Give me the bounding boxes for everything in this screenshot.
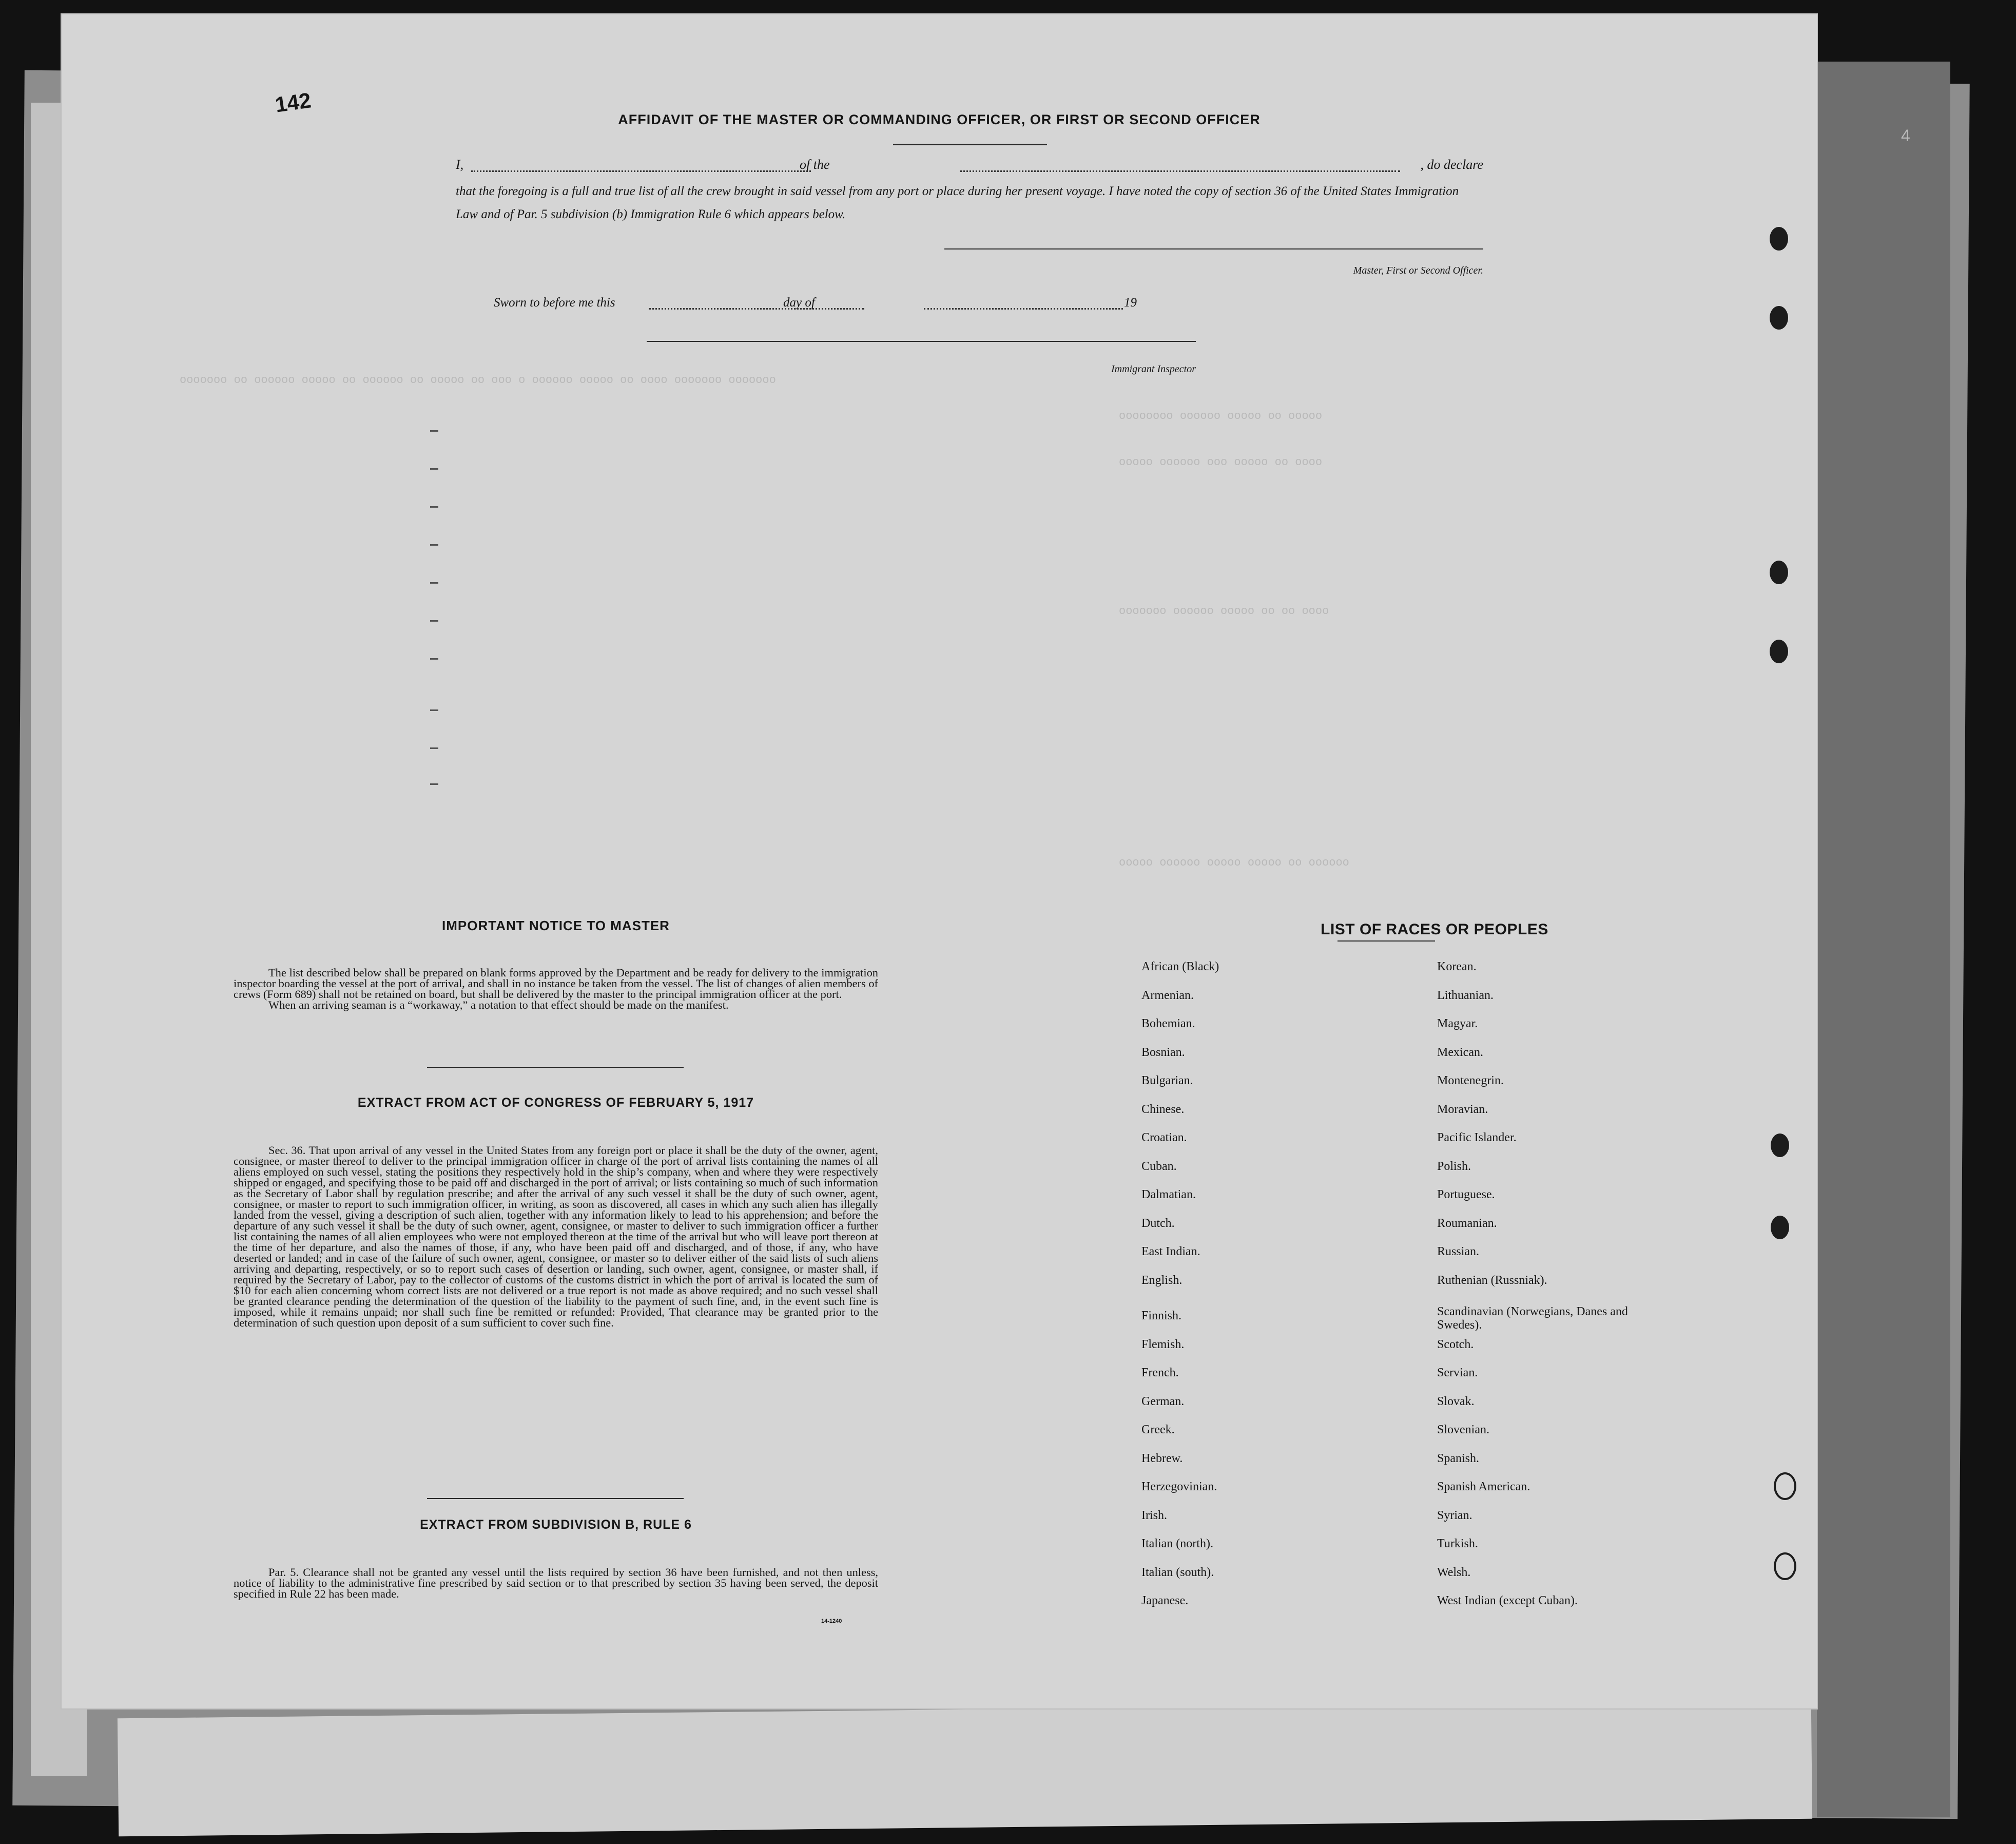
race-item: Bosnian. [1141, 1045, 1185, 1059]
race-item: Hebrew. [1141, 1451, 1183, 1465]
affidavit-declare: , do declare [1420, 157, 1483, 172]
race-item: Polish. [1437, 1159, 1471, 1173]
race-item: Servian. [1437, 1366, 1478, 1379]
binder-hole [1771, 1134, 1789, 1157]
row-dash [430, 658, 438, 660]
bleed-through: ooooo oooooo ooo ooooo oo oooo [1119, 456, 1323, 469]
race-item: Finnish. [1141, 1309, 1182, 1322]
extract-act-text [234, 1145, 878, 1328]
race-item: Japanese. [1141, 1594, 1189, 1607]
row-dash [430, 582, 438, 584]
affidavit-body: that the foregoing is a full and true list of all the crew brought in said vessel from any port or place during her present voyage. I have noted the copy of section 36 of the United States Immigration Law and of Par. 5 subdivision (b) Immigration Rule 6 which appears below. [456, 184, 1459, 221]
extract-rule-text [234, 1567, 878, 1599]
race-item: Slovenian. [1437, 1423, 1489, 1436]
race-item: Lithuanian. [1437, 988, 1494, 1002]
notice-paragraph-1: The list described below shall be prepared on blank forms approved by the Department and be ready for delivery to the immigration inspector boarding the vessel at the port of arrival, and shall in no instance be taken from the vessel. The list of changes of alien members of crews (Form 689) shall not be retained on board, but shall be delivered by the master to the principal immigration officer at the port. [234, 966, 878, 1001]
divider [427, 1498, 684, 1499]
row-dash [430, 430, 438, 432]
binder-hole [1770, 227, 1788, 251]
race-item: African (Black) [1141, 960, 1219, 973]
divider [427, 1067, 684, 1068]
back-sheet-bottom [118, 1701, 1812, 1837]
margin-number: 4 [1901, 126, 1910, 145]
race-item: Bulgarian. [1141, 1074, 1193, 1087]
race-item: Irish. [1141, 1508, 1167, 1522]
race-item: Croatian. [1141, 1131, 1187, 1144]
inspector-line [647, 341, 1196, 342]
race-item: Bohemian. [1141, 1017, 1195, 1030]
bleed-through: ooooooo oo oooooo ooooo oo oooooo oo ooooo oo ooo o oooooo ooooo oo oooo ooooooo ooooooo [180, 374, 776, 387]
race-item: East Indian. [1141, 1245, 1200, 1258]
bleed-through: oooooooo oooooo ooooo oo ooooo [1119, 410, 1323, 422]
race-item: Magyar. [1437, 1017, 1478, 1030]
page-stamp: 142 [274, 88, 313, 117]
inspector-label: Immigrant Inspector [1111, 363, 1196, 375]
divider [893, 144, 1047, 145]
divider [1337, 940, 1435, 942]
race-item: Armenian. [1141, 988, 1194, 1002]
binder-hole [1771, 1216, 1789, 1239]
row-dash [430, 783, 438, 785]
race-item: Syrian. [1437, 1508, 1472, 1522]
row-dash [430, 620, 438, 622]
race-item: Portuguese. [1437, 1188, 1495, 1201]
manifest-page [62, 14, 1910, 1708]
day-of: day of [783, 296, 815, 310]
race-item: Dutch. [1141, 1216, 1175, 1230]
race-item: Cuban. [1141, 1159, 1177, 1173]
race-item: Mexican. [1437, 1045, 1483, 1059]
race-item: French. [1141, 1366, 1179, 1379]
row-dash [430, 506, 438, 508]
race-item: Chinese. [1141, 1102, 1185, 1116]
bleed-through: ooooo oooooo ooooo ooooo oo oooooo [1119, 856, 1349, 869]
name-blank [471, 170, 811, 172]
row-dash [430, 747, 438, 749]
affidavit-title: AFFIDAVIT OF THE MASTER OR COMMANDING OFFICER, OR FIRST OR SECOND OFFICER [618, 112, 1261, 127]
race-item: Scotch. [1437, 1337, 1474, 1351]
row-dash [430, 709, 438, 711]
row-dash [430, 544, 438, 546]
extract-act-heading: EXTRACT FROM ACT OF CONGRESS OF FEBRUARY 5, 1917 [357, 1096, 754, 1110]
race-item: Scandinavian (Norwegians, Danes and Swedes). [1437, 1305, 1628, 1332]
race-item: Spanish American. [1437, 1480, 1530, 1493]
day-blank [649, 308, 864, 310]
race-item: Dalmatian. [1141, 1188, 1196, 1201]
race-item: Turkish. [1437, 1537, 1478, 1550]
race-item: Pacific Islander. [1437, 1131, 1517, 1144]
binder-hole [1774, 1552, 1796, 1580]
binder-hole [1774, 1472, 1796, 1500]
year-prefix: 19 [1124, 296, 1137, 310]
signature-label: Master, First or Second Officer. [1353, 265, 1483, 276]
notice-heading: IMPORTANT NOTICE TO MASTER [442, 918, 670, 933]
notice-paragraph-2: When an arriving seaman is a “workaway,” a notation to that effect should be made on the manifest. [268, 998, 729, 1011]
sworn-text: Sworn to before me this [494, 296, 615, 310]
race-item: Moravian. [1437, 1102, 1488, 1116]
race-item: Welsh. [1437, 1565, 1471, 1579]
affidavit-i: I, [456, 157, 464, 172]
race-item: Spanish. [1437, 1451, 1480, 1465]
signature-line [944, 248, 1483, 249]
race-item: Slovak. [1437, 1394, 1475, 1408]
bleed-through: ooooooo oooooo ooooo oo oo oooo [1119, 605, 1329, 618]
binder-hole [1770, 306, 1788, 330]
month-blank [924, 308, 1123, 310]
race-item: Korean. [1437, 960, 1477, 973]
form-number: 14-1240 [821, 1618, 842, 1624]
race-item: Ruthenian (Russniak). [1437, 1273, 1547, 1287]
race-item: German. [1141, 1394, 1185, 1408]
race-item: Italian (south). [1141, 1565, 1214, 1579]
race-item: Italian (north). [1141, 1537, 1213, 1550]
race-item: Russian. [1437, 1245, 1480, 1258]
race-item: Roumanian. [1437, 1216, 1497, 1230]
notice-text [234, 967, 878, 1010]
race-item: Flemish. [1141, 1337, 1185, 1351]
back-sheet-edge [1817, 62, 1950, 1817]
vessel-blank [960, 170, 1400, 172]
race-item: Greek. [1141, 1423, 1175, 1436]
race-item: English. [1141, 1273, 1183, 1287]
extract-rule-heading: EXTRACT FROM SUBDIVISION B, RULE 6 [420, 1518, 692, 1532]
affidavit-of-the: of the [800, 157, 830, 172]
section-36-text: Sec. 36. That upon arrival of any vessel in the United States from any foreign port or place it shall be the duty of the owner, agent, consignee, or master thereof to deliver to the principal immigration officer in charge of the port of arrival lists containing the names of all aliens employed on such vessel, stating the positions they respectively hold in the ship’s company, when and where they were respectively shipped or engaged, and specifying those to be paid off and discharged in the port of arrival; or lists containing so much of such information as the Secretary of Labor shall by regulation prescribe; and after the arrival of any such vessel it shall be the duty of such owner, agent, consignee, or master to report to such immigration officer, in writing, as soon as discovered, all cases in which any such alien has illegally landed from the vessel, giving a description of such alien, together with any information likely to lead to his apprehension; and before the departure of any such vessel it shall be the duty of such owner, agent, consignee, or master to deliver to such immigration officer a further list containing the names of all alien employees who were not employed thereon at the time of the arrival but who will leave port thereon at the time of her departure, and also the names of those, if any, who have been paid off and discharged, and of those, if any, who have deserted or landed; and in case of the failure of such owner, agent, consignee, or master so to deliver either of the said lists of such aliens arriving and departing, respectively, or so to report such cases of desertion or landing, such owner, agent, consignee, or master shall, if required by the Secretary of Labor, pay to the collector of customs of the customs district in which the port of arrival is located the sum of $10 for each alien concerning whom correct lists are not delivered or a true report is not made as above required; and no such vessel shall be granted clearance pending the determination of the question of the liability to the payment of such fine, and, in the event such fine is imposed, while it remains unpaid; nor shall such fine be remitted or refunded: Provided, That clearance may be granted prior to the determination of such question upon deposit of a sum sufficient to cover such fine. [234, 1144, 878, 1329]
race-item: Herzegovinian. [1141, 1480, 1217, 1493]
race-item: West Indian (except Cuban). [1437, 1594, 1578, 1607]
race-item: Montenegrin. [1437, 1074, 1504, 1087]
row-dash [430, 468, 438, 470]
binder-hole [1770, 561, 1788, 584]
races-heading: LIST OF RACES OR PEOPLES [1321, 921, 1548, 938]
par-5-text: Par. 5. Clearance shall not be granted any vessel until the lists required by section 36 have been furnished, and not then unless, notice of liability to the administrative fine prescribed by said section or to that prescribed by section 35 having been served, the deposit specified in Rule 22 has been made. [234, 1566, 878, 1600]
binder-hole [1770, 640, 1788, 663]
